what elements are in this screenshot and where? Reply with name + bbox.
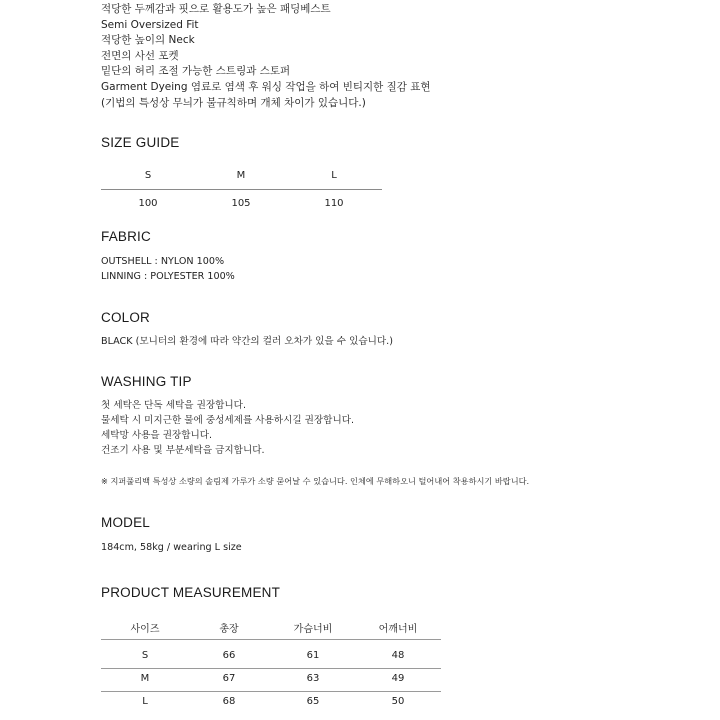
description-line: 밑단의 허리 조절 가능한 스트링과 스토퍼 xyxy=(101,65,291,78)
table-row xyxy=(101,650,441,668)
table-header: 총장 xyxy=(219,624,239,635)
measurement-table xyxy=(101,620,441,714)
table-header: 사이즈 xyxy=(130,624,160,635)
table-divider xyxy=(101,691,441,692)
size-value: 100 xyxy=(138,198,158,209)
table-cell: 49 xyxy=(391,673,405,684)
washing-tip-line: 건조기 사용 및 부분세탁을 금지합니다. xyxy=(101,445,265,456)
table-cell: 68 xyxy=(222,696,236,707)
table-cell: 66 xyxy=(222,650,236,661)
size-guide-heading: SIZE GUIDE xyxy=(101,135,180,150)
table-cell: 48 xyxy=(391,650,405,661)
size-guide-size-row xyxy=(101,170,382,186)
table-header: 가슴너비 xyxy=(293,624,333,635)
fabric-line: LINNING : POLYESTER 100% xyxy=(101,271,235,282)
fabric-heading: FABRIC xyxy=(101,229,151,244)
description-line: 전면의 사선 포켓 xyxy=(101,49,179,62)
washing-tip-line: 세탁망 사용을 권장합니다. xyxy=(101,430,213,441)
washing-tip-list xyxy=(101,398,354,458)
product-description xyxy=(101,2,431,111)
washing-tip-note: ※ 지퍼풀리백 특성상 소량의 솔림제 가루가 소량 묻어날 수 있습니다. 인체에 무해하오니 털어내어 착용하시기 바랍니다. xyxy=(101,476,530,486)
fabric-details xyxy=(101,254,235,284)
model-heading: MODEL xyxy=(101,515,151,530)
table-cell: 63 xyxy=(306,673,320,684)
washing-tip-line: 첫 세탁은 단독 세탁을 권장합니다. xyxy=(101,400,246,411)
fabric-line: OUTSHELL : NYLON 100% xyxy=(101,256,225,267)
size-label: S xyxy=(144,170,152,181)
table-cell: 65 xyxy=(306,696,320,707)
table-header: 어깨너비 xyxy=(378,624,418,635)
table-divider xyxy=(101,668,441,669)
table-cell: M xyxy=(140,673,150,684)
size-label: M xyxy=(236,170,246,181)
description-line: Semi Oversized Fit xyxy=(101,18,199,31)
description-line: (기법의 특성상 무늬가 불규칙하며 개체 차이가 있습니다.) xyxy=(101,96,366,109)
table-cell: 50 xyxy=(391,696,405,707)
table-header-row xyxy=(101,620,441,638)
table-cell: L xyxy=(142,696,148,707)
size-value: 105 xyxy=(231,198,251,209)
description-line: 적당한 두께감과 핏으로 활용도가 높은 패딩베스트 xyxy=(101,3,331,15)
color-heading: COLOR xyxy=(101,310,151,325)
color-text: BLACK (모니터의 환경에 따라 약간의 컬러 오차가 있을 수 있습니다.) xyxy=(101,336,393,347)
table-divider xyxy=(101,639,441,640)
size-guide-value-row xyxy=(101,198,382,214)
table-cell: 61 xyxy=(306,650,320,661)
table-row xyxy=(101,673,441,691)
size-guide-divider xyxy=(101,189,382,190)
product-measurement-heading: PRODUCT MEASUREMENT xyxy=(101,585,281,600)
table-row xyxy=(101,696,441,714)
size-value: 110 xyxy=(324,198,344,209)
table-cell: S xyxy=(141,650,149,661)
description-line: 적당한 높이의 Neck xyxy=(101,34,195,47)
size-guide-table xyxy=(101,170,382,214)
table-cell: 67 xyxy=(222,673,236,684)
washing-tip-line: 물세탁 시 미지근한 물에 중성세제를 사용하시길 권장합니다. xyxy=(101,415,355,426)
description-line: Garment Dyeing 염료로 염색 후 워싱 작업을 하여 빈티지한 질감 표현 xyxy=(101,80,431,93)
model-info: 184cm, 58kg / wearing L size xyxy=(101,542,242,553)
washing-tip-heading: WASHING TIP xyxy=(101,374,192,389)
size-label: L xyxy=(331,170,337,181)
